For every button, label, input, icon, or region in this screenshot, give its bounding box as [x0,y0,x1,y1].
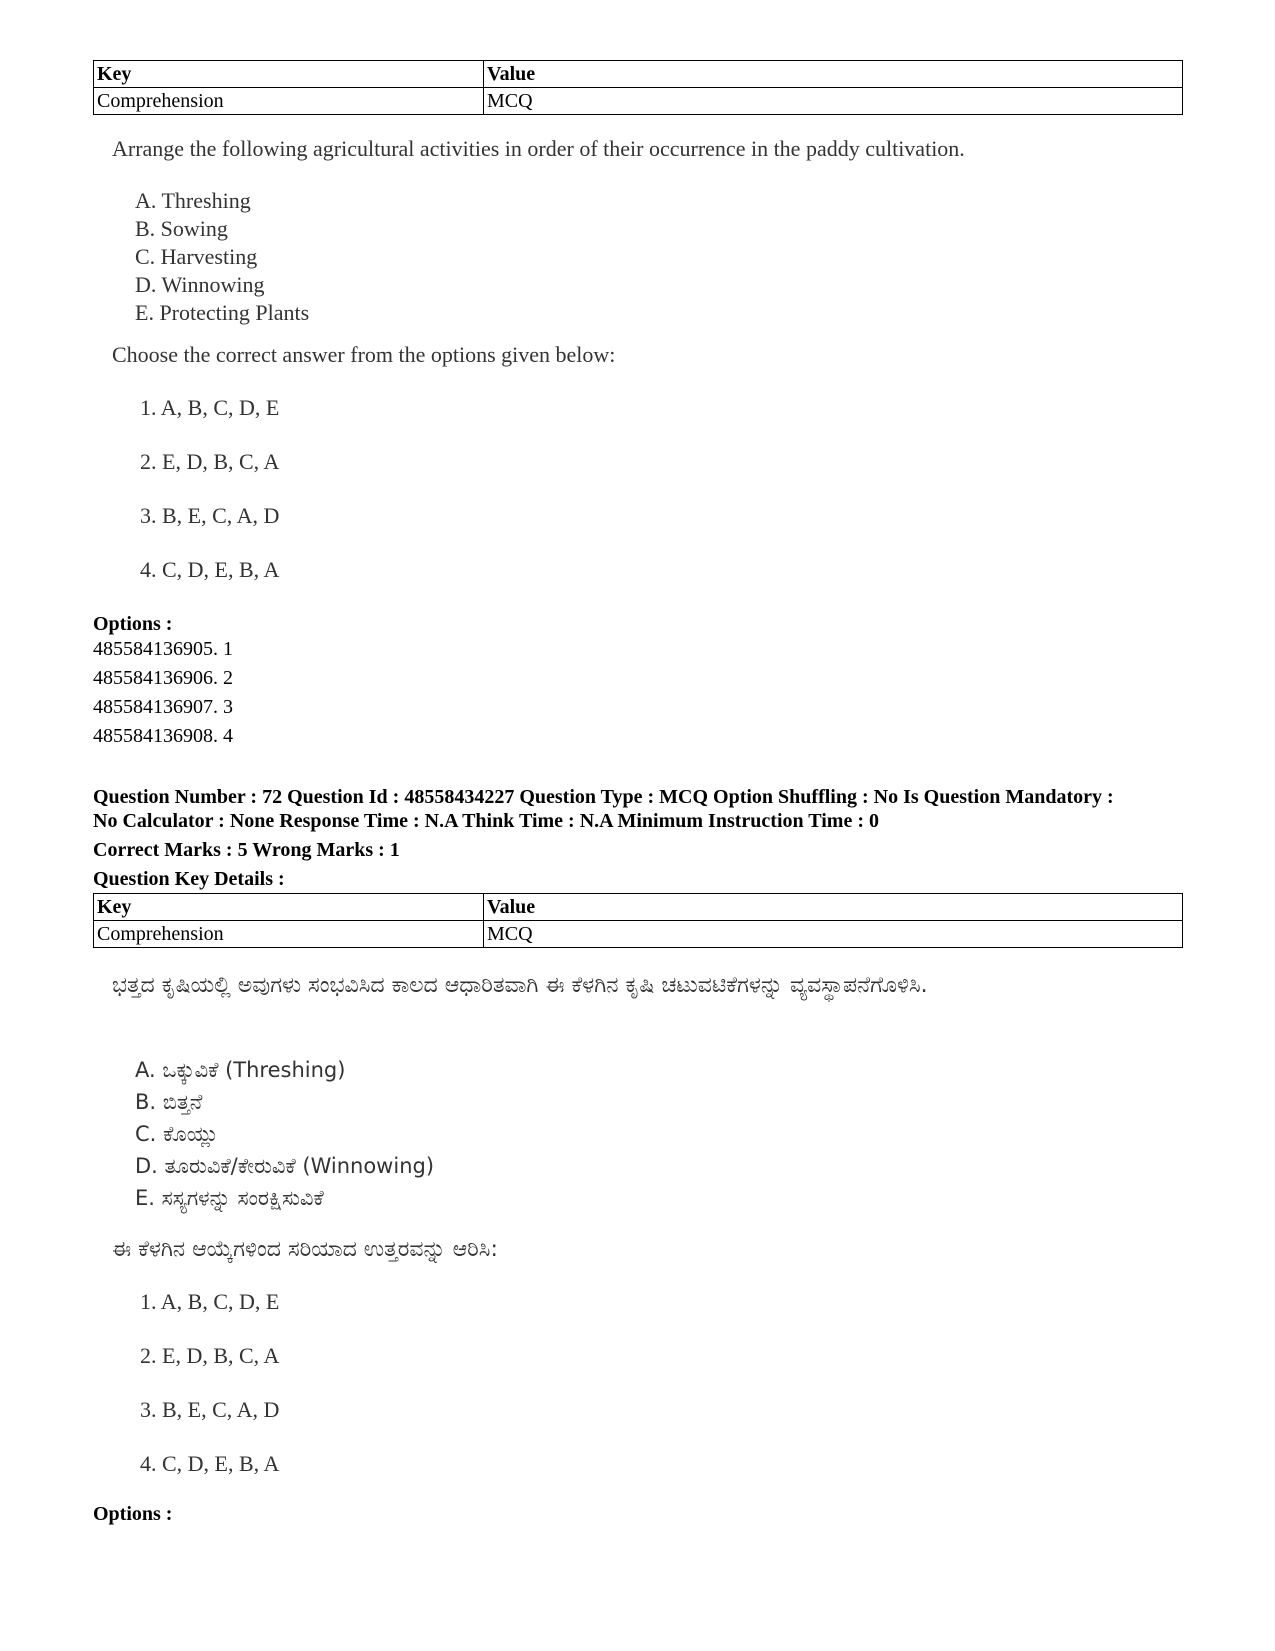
question-meta [93,785,1193,833]
list-item: E. ಸಸ್ಯಗಳನ್ನು ಸಂರಕ್ಷಿಸುವಿಕೆ [135,1186,324,1210]
choice-item: 3. B, E, C, A, D [140,503,280,528]
value-cell: MCQ [484,88,1183,115]
activity-list [135,1054,434,1214]
list-item: A. Threshing [135,188,251,213]
list-item: D. Winnowing [135,272,265,297]
question-key-table [93,893,1183,948]
marks-line: Correct Marks : 5 Wrong Marks : 1 [93,839,400,861]
key-header: Key [94,894,484,921]
list-item: B. ಬಿತ್ತನೆ [135,1090,203,1114]
question-key-table [93,60,1183,115]
list-item: B. Sowing [135,216,228,241]
choice-item: 4. C, D, E, B, A [140,557,280,582]
table-header-row [94,61,1183,88]
option-item: 485584136907. 3 [93,696,233,718]
options-label: Options : [93,613,173,635]
question-meta-line: Question Number : 72 Question Id : 48558434227 Question Type : MCQ Option Shuffling : No Is Question Mandatory : [93,786,1114,808]
value-header: Value [484,61,1183,88]
answer-choices [140,1288,279,1504]
table-row [94,921,1183,948]
choice-item: 3. B, E, C, A, D [140,1397,280,1422]
choice-item: 2. E, D, B, C, A [140,449,280,474]
list-item: C. ಕೊಯ್ಲು [135,1122,219,1146]
option-item: 485584136905. 1 [93,638,233,660]
list-item: C. Harvesting [135,244,258,269]
value-header: Value [484,894,1183,921]
activity-list [135,187,309,327]
list-item: A. ಒಕ್ಕುವಿಕೆ (Threshing) [135,1058,346,1082]
table-header-row [94,894,1183,921]
options-label: Options : [93,1503,173,1525]
list-item: E. Protecting Plants [135,300,310,325]
answer-choices [140,394,279,610]
choice-item: 1. A, B, C, D, E [140,395,280,420]
choice-item: 4. C, D, E, B, A [140,1451,280,1476]
key-cell: Comprehension [94,88,484,115]
question-meta-line: No Calculator : None Response Time : N.A Think Time : N.A Minimum Instruction Time : 0 [93,810,879,832]
value-cell: MCQ [484,921,1183,948]
key-details-label: Question Key Details : [93,868,285,890]
question-instruction: Choose the correct answer from the options given below: [112,342,616,367]
option-item: 485584136908. 4 [93,725,233,747]
table-row [94,88,1183,115]
question-stem: Arrange the following agricultural activities in order of their occurrence in the paddy cultivation. [112,136,965,161]
question-instruction: ಈ ಕೆಳಗಿನ ಆಯ್ಕೆಗಳಿಂದ ಸರಿಯಾದ ಉತ್ತರವನ್ನು ಆರಿಸಿ: [112,1237,498,1262]
options-list [93,635,233,751]
key-cell: Comprehension [94,921,484,948]
list-item: D. ತೂರುವಿಕೆ/ಕೇರುವಿಕೆ (Winnowing) [135,1154,435,1178]
choice-item: 1. A, B, C, D, E [140,1289,280,1314]
key-header: Key [94,61,484,88]
choice-item: 2. E, D, B, C, A [140,1343,280,1368]
option-item: 485584136906. 2 [93,667,233,689]
question-stem: ಭತ್ತದ ಕೃಷಿಯಲ್ಲಿ ಅವುಗಳು ಸಂಭವಿಸಿದ ಕಾಲದ ಆಧಾರಿತವಾಗಿ ಈ ಕೆಳಗಿನ ಕೃಷಿ ಚಟುವಟಿಕೆಗಳನ್ನು ವ್ಯವಸ್ಥಾಪನೆಗೊಳಿಸಿ. [112,973,928,998]
